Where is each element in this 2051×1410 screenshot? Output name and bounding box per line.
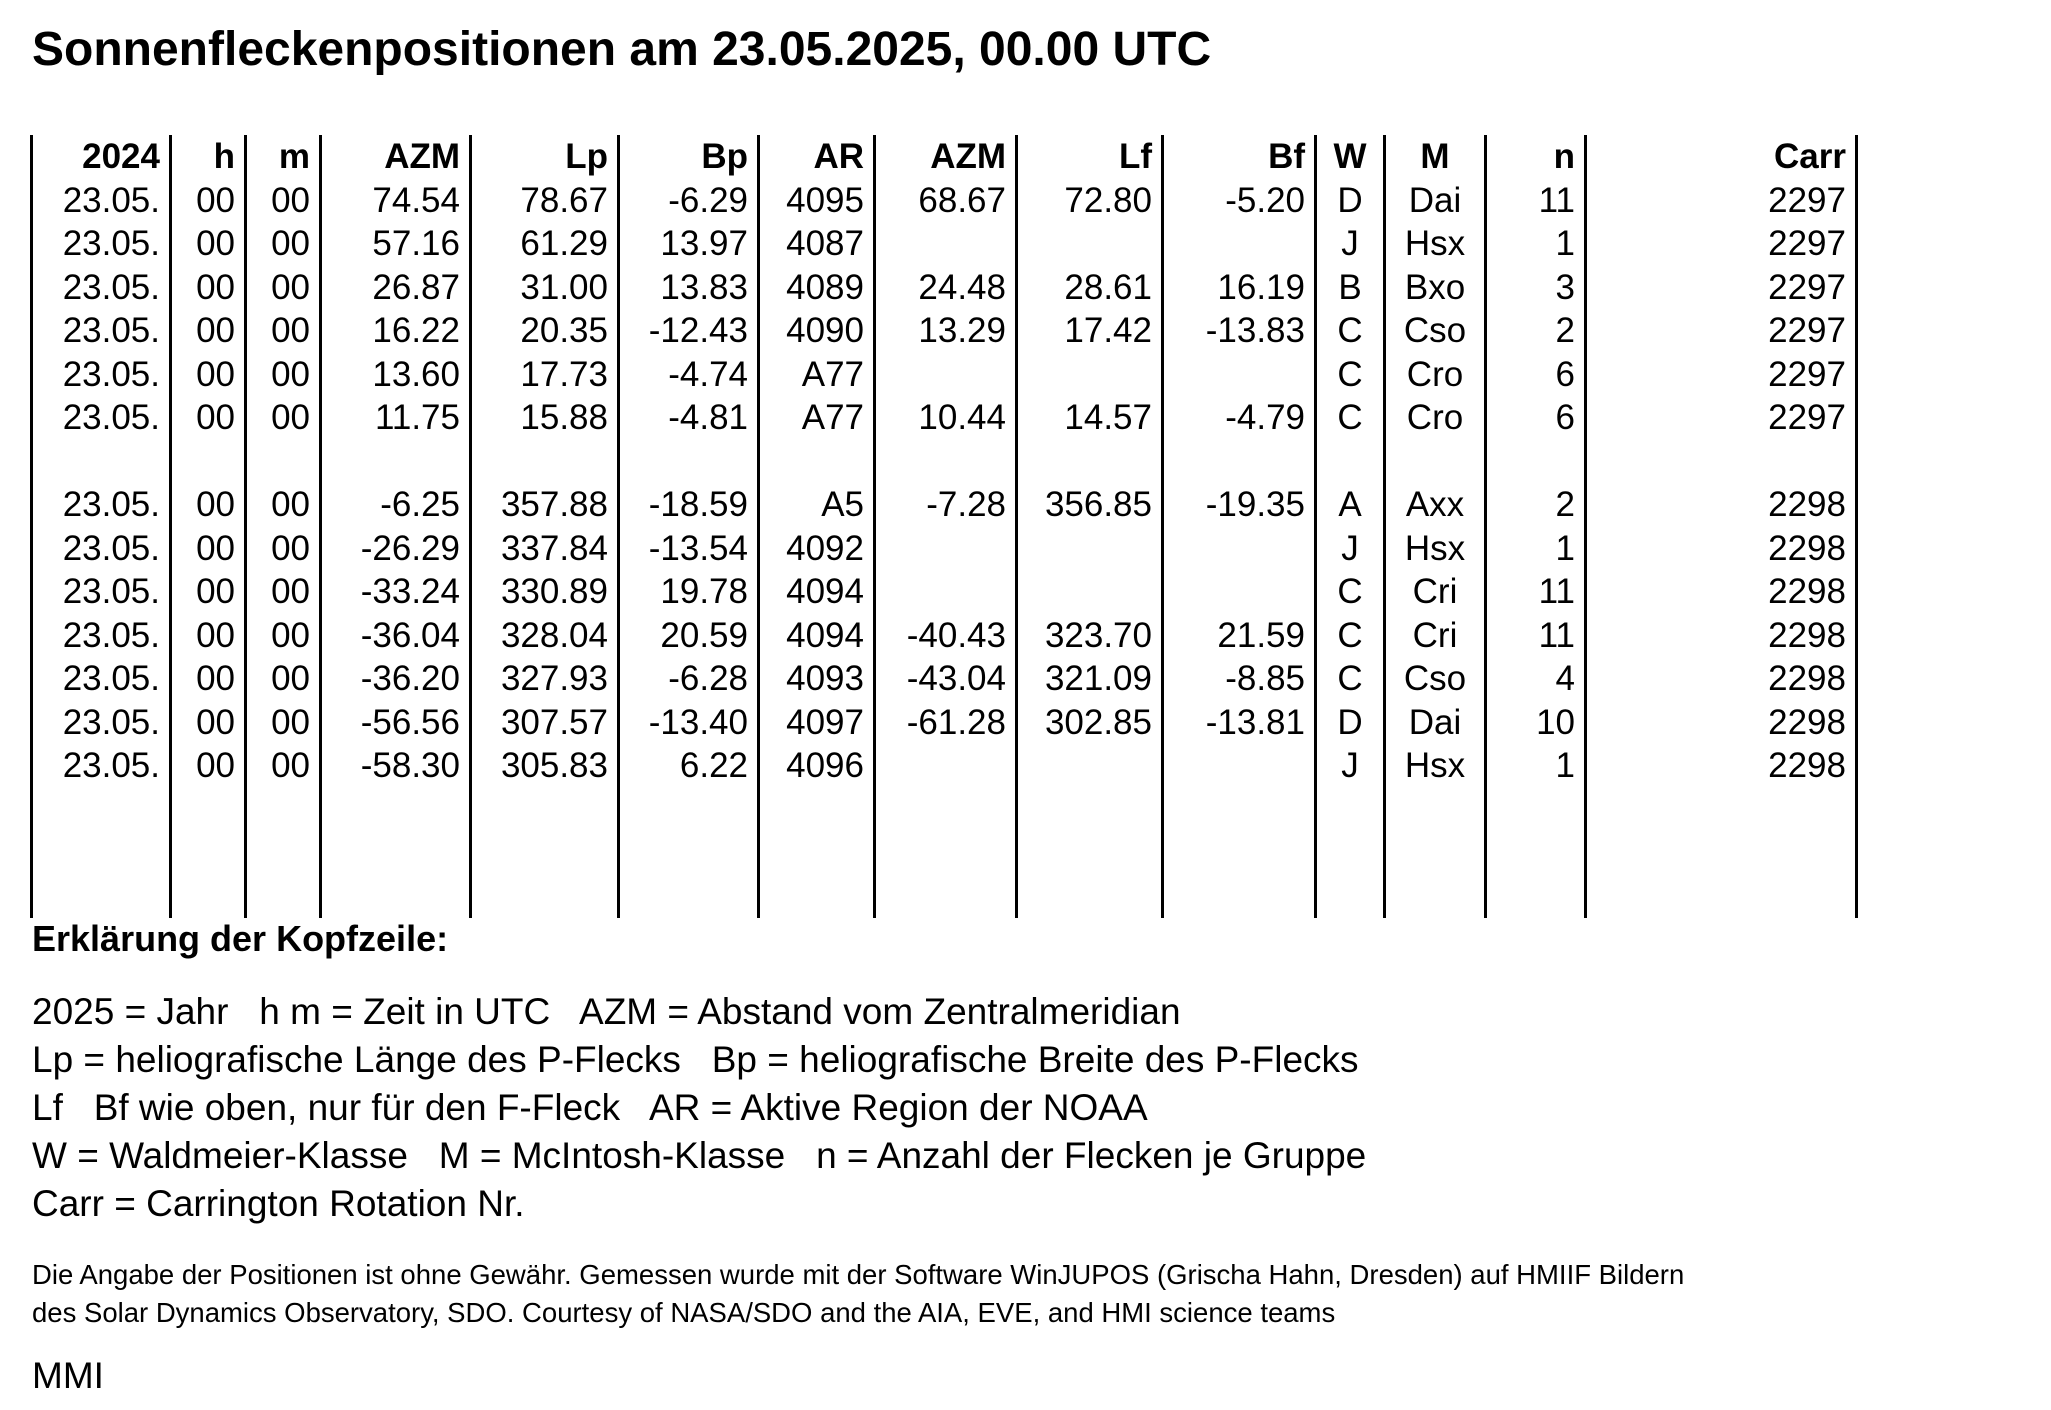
cell-date: 23.05. bbox=[32, 396, 171, 440]
table-row bbox=[32, 701, 1857, 745]
cell-w: B bbox=[1316, 266, 1385, 310]
col-header-azm-p: AZM bbox=[321, 135, 471, 179]
cell-date: 23.05. bbox=[32, 179, 171, 223]
cell-bf: -19.35 bbox=[1163, 483, 1316, 527]
cell-azm-p bbox=[321, 440, 471, 484]
cell-m: Axx bbox=[1385, 483, 1486, 527]
cell-bp: -13.40 bbox=[619, 701, 759, 745]
cell-bp: 13.97 bbox=[619, 222, 759, 266]
cell-m: Dai bbox=[1385, 179, 1486, 223]
cell-minute: 00 bbox=[246, 222, 321, 266]
cell-n: 10 bbox=[1486, 701, 1586, 745]
cell-date: 23.05. bbox=[32, 527, 171, 571]
cell-bp: -4.74 bbox=[619, 353, 759, 397]
col-header-year: 2024 bbox=[32, 135, 171, 179]
cell-hour: 00 bbox=[171, 614, 246, 658]
cell-lf bbox=[1017, 570, 1163, 614]
disclaimer-note bbox=[32, 1256, 1684, 1332]
cell-azm-p: -58.30 bbox=[321, 744, 471, 788]
table-filler-row bbox=[32, 788, 1857, 918]
cell-carr: 2298 bbox=[1586, 614, 1857, 658]
cell-azm-f bbox=[875, 440, 1017, 484]
cell-hour: 00 bbox=[171, 309, 246, 353]
cell-bp: -6.28 bbox=[619, 657, 759, 701]
cell-lp: 17.73 bbox=[471, 353, 619, 397]
cell-ar: 4097 bbox=[759, 701, 875, 745]
cell-date: 23.05. bbox=[32, 701, 171, 745]
cell-lf bbox=[1017, 353, 1163, 397]
cell-m: Cso bbox=[1385, 309, 1486, 353]
cell-m: Hsx bbox=[1385, 744, 1486, 788]
cell-minute: 00 bbox=[246, 527, 321, 571]
cell-bf bbox=[1163, 744, 1316, 788]
cell-n bbox=[1486, 788, 1586, 918]
cell-ar: 4094 bbox=[759, 570, 875, 614]
cell-azm-p: 74.54 bbox=[321, 179, 471, 223]
cell-w: J bbox=[1316, 744, 1385, 788]
cell-m: Cri bbox=[1385, 570, 1486, 614]
cell-n: 2 bbox=[1486, 309, 1586, 353]
cell-azm-f: 13.29 bbox=[875, 309, 1017, 353]
cell-ar: 4093 bbox=[759, 657, 875, 701]
table-body bbox=[32, 179, 1857, 918]
cell-carr: 2297 bbox=[1586, 309, 1857, 353]
cell-n: 6 bbox=[1486, 353, 1586, 397]
explanation-line: Carr = Carrington Rotation Nr. bbox=[32, 1183, 525, 1224]
cell-bf bbox=[1163, 527, 1316, 571]
cell-n: 11 bbox=[1486, 614, 1586, 658]
cell-azm-p bbox=[321, 788, 471, 918]
cell-lf bbox=[1017, 788, 1163, 918]
cell-w: D bbox=[1316, 701, 1385, 745]
col-header-m: M bbox=[1385, 135, 1486, 179]
cell-ar: A5 bbox=[759, 483, 875, 527]
table-row bbox=[32, 309, 1857, 353]
cell-azm-f: 24.48 bbox=[875, 266, 1017, 310]
cell-lp bbox=[471, 440, 619, 484]
cell-lp bbox=[471, 788, 619, 918]
explanation-line: 2025 = Jahr h m = Zeit in UTC AZM = Abstand vom Zentralmeridian bbox=[32, 991, 1181, 1032]
cell-carr: 2297 bbox=[1586, 179, 1857, 223]
table-row bbox=[32, 396, 1857, 440]
cell-azm-f: -61.28 bbox=[875, 701, 1017, 745]
cell-azm-f bbox=[875, 744, 1017, 788]
cell-carr: 2298 bbox=[1586, 657, 1857, 701]
cell-m bbox=[1385, 788, 1486, 918]
cell-lf: 323.70 bbox=[1017, 614, 1163, 658]
header-row bbox=[32, 135, 1857, 179]
cell-hour: 00 bbox=[171, 701, 246, 745]
cell-hour: 00 bbox=[171, 570, 246, 614]
cell-bp: 20.59 bbox=[619, 614, 759, 658]
explanation-block bbox=[32, 988, 1366, 1228]
cell-w: A bbox=[1316, 483, 1385, 527]
cell-lp: 307.57 bbox=[471, 701, 619, 745]
cell-n: 1 bbox=[1486, 222, 1586, 266]
cell-bf: -13.81 bbox=[1163, 701, 1316, 745]
cell-azm-f: 10.44 bbox=[875, 396, 1017, 440]
cell-bf bbox=[1163, 440, 1316, 484]
cell-bf: -4.79 bbox=[1163, 396, 1316, 440]
cell-lp: 20.35 bbox=[471, 309, 619, 353]
cell-bf: -8.85 bbox=[1163, 657, 1316, 701]
cell-lf: 321.09 bbox=[1017, 657, 1163, 701]
disclaimer-line: des Solar Dynamics Observatory, SDO. Courtesy of NASA/SDO and the AIA, EVE, and HMI science teams bbox=[32, 1297, 1336, 1328]
cell-carr: 2298 bbox=[1586, 570, 1857, 614]
cell-w: J bbox=[1316, 222, 1385, 266]
col-header-ar: AR bbox=[759, 135, 875, 179]
cell-azm-p: -36.04 bbox=[321, 614, 471, 658]
cell-bf bbox=[1163, 788, 1316, 918]
cell-minute: 00 bbox=[246, 657, 321, 701]
cell-n: 11 bbox=[1486, 179, 1586, 223]
cell-bp: -18.59 bbox=[619, 483, 759, 527]
cell-minute: 00 bbox=[246, 266, 321, 310]
cell-w: C bbox=[1316, 657, 1385, 701]
cell-bp: 13.83 bbox=[619, 266, 759, 310]
cell-bf: 21.59 bbox=[1163, 614, 1316, 658]
cell-azm-f bbox=[875, 527, 1017, 571]
table-row bbox=[32, 657, 1857, 701]
cell-n: 6 bbox=[1486, 396, 1586, 440]
cell-azm-f bbox=[875, 788, 1017, 918]
cell-lp: 328.04 bbox=[471, 614, 619, 658]
cell-ar bbox=[759, 440, 875, 484]
cell-azm-p: -36.20 bbox=[321, 657, 471, 701]
cell-azm-p: -6.25 bbox=[321, 483, 471, 527]
signature: MMI bbox=[32, 1355, 104, 1396]
cell-n: 1 bbox=[1486, 527, 1586, 571]
cell-minute: 00 bbox=[246, 396, 321, 440]
table-row bbox=[32, 353, 1857, 397]
cell-hour bbox=[171, 788, 246, 918]
col-header-minute: m bbox=[246, 135, 321, 179]
cell-w bbox=[1316, 440, 1385, 484]
cell-w: C bbox=[1316, 309, 1385, 353]
cell-ar: 4092 bbox=[759, 527, 875, 571]
cell-date: 23.05. bbox=[32, 353, 171, 397]
cell-date: 23.05. bbox=[32, 483, 171, 527]
cell-lf bbox=[1017, 744, 1163, 788]
cell-m: Bxo bbox=[1385, 266, 1486, 310]
cell-m: Dai bbox=[1385, 701, 1486, 745]
cell-minute: 00 bbox=[246, 179, 321, 223]
cell-bf: 16.19 bbox=[1163, 266, 1316, 310]
cell-ar: 4095 bbox=[759, 179, 875, 223]
cell-date: 23.05. bbox=[32, 222, 171, 266]
cell-hour: 00 bbox=[171, 353, 246, 397]
cell-minute: 00 bbox=[246, 570, 321, 614]
cell-azm-p: -33.24 bbox=[321, 570, 471, 614]
cell-azm-f: -40.43 bbox=[875, 614, 1017, 658]
cell-date: 23.05. bbox=[32, 266, 171, 310]
cell-hour: 00 bbox=[171, 744, 246, 788]
cell-minute: 00 bbox=[246, 701, 321, 745]
disclaimer-line: Die Angabe der Positionen ist ohne Gewähr. Gemessen wurde mit der Software WinJUPOS (Grischa Hahn, Dresden) auf HMIIF Bildern bbox=[32, 1259, 1685, 1290]
cell-hour bbox=[171, 440, 246, 484]
cell-date: 23.05. bbox=[32, 657, 171, 701]
cell-hour: 00 bbox=[171, 657, 246, 701]
sunspot-table bbox=[30, 135, 1858, 918]
cell-bp bbox=[619, 788, 759, 918]
cell-bp: -13.54 bbox=[619, 527, 759, 571]
cell-carr bbox=[1586, 788, 1857, 918]
col-header-lf: Lf bbox=[1017, 135, 1163, 179]
cell-date: 23.05. bbox=[32, 570, 171, 614]
cell-m bbox=[1385, 440, 1486, 484]
cell-azm-p: -56.56 bbox=[321, 701, 471, 745]
cell-carr: 2298 bbox=[1586, 701, 1857, 745]
cell-w: C bbox=[1316, 353, 1385, 397]
cell-m: Hsx bbox=[1385, 222, 1486, 266]
col-header-bf: Bf bbox=[1163, 135, 1316, 179]
cell-date bbox=[32, 788, 171, 918]
cell-minute: 00 bbox=[246, 744, 321, 788]
cell-lp: 15.88 bbox=[471, 396, 619, 440]
cell-hour: 00 bbox=[171, 222, 246, 266]
cell-m: Cso bbox=[1385, 657, 1486, 701]
table-row bbox=[32, 744, 1857, 788]
cell-carr: 2297 bbox=[1586, 266, 1857, 310]
cell-lp: 337.84 bbox=[471, 527, 619, 571]
cell-azm-p: 11.75 bbox=[321, 396, 471, 440]
cell-lf: 72.80 bbox=[1017, 179, 1163, 223]
cell-carr: 2298 bbox=[1586, 744, 1857, 788]
cell-n: 4 bbox=[1486, 657, 1586, 701]
col-header-carr: Carr bbox=[1586, 135, 1857, 179]
cell-lp: 327.93 bbox=[471, 657, 619, 701]
cell-bf bbox=[1163, 222, 1316, 266]
cell-hour: 00 bbox=[171, 266, 246, 310]
explanation-line: Lf Bf wie oben, nur für den F-Fleck AR = Aktive Region der NOAA bbox=[32, 1087, 1148, 1128]
cell-bp: -12.43 bbox=[619, 309, 759, 353]
cell-azm-p: -26.29 bbox=[321, 527, 471, 571]
cell-n: 1 bbox=[1486, 744, 1586, 788]
cell-ar: 4096 bbox=[759, 744, 875, 788]
cell-ar: 4087 bbox=[759, 222, 875, 266]
cell-m: Hsx bbox=[1385, 527, 1486, 571]
cell-azm-f bbox=[875, 570, 1017, 614]
cell-minute: 00 bbox=[246, 353, 321, 397]
col-header-hour: h bbox=[171, 135, 246, 179]
cell-n: 3 bbox=[1486, 266, 1586, 310]
cell-date: 23.05. bbox=[32, 614, 171, 658]
cell-ar: A77 bbox=[759, 353, 875, 397]
cell-w: C bbox=[1316, 570, 1385, 614]
cell-lp: 78.67 bbox=[471, 179, 619, 223]
cell-ar bbox=[759, 788, 875, 918]
cell-bp: 19.78 bbox=[619, 570, 759, 614]
cell-azm-f bbox=[875, 353, 1017, 397]
cell-lp: 305.83 bbox=[471, 744, 619, 788]
cell-carr: 2297 bbox=[1586, 353, 1857, 397]
cell-lf: 17.42 bbox=[1017, 309, 1163, 353]
cell-lp: 31.00 bbox=[471, 266, 619, 310]
cell-bf bbox=[1163, 353, 1316, 397]
cell-azm-p: 57.16 bbox=[321, 222, 471, 266]
cell-minute bbox=[246, 788, 321, 918]
cell-w: C bbox=[1316, 614, 1385, 658]
cell-n: 11 bbox=[1486, 570, 1586, 614]
cell-m: Cri bbox=[1385, 614, 1486, 658]
explanation-heading: Erklärung der Kopfzeile: bbox=[32, 918, 449, 959]
col-header-azm-f: AZM bbox=[875, 135, 1017, 179]
cell-azm-f: -7.28 bbox=[875, 483, 1017, 527]
cell-bp: 6.22 bbox=[619, 744, 759, 788]
cell-carr: 2298 bbox=[1586, 483, 1857, 527]
cell-lp: 330.89 bbox=[471, 570, 619, 614]
cell-ar: 4094 bbox=[759, 614, 875, 658]
cell-m: Cro bbox=[1385, 396, 1486, 440]
cell-ar: A77 bbox=[759, 396, 875, 440]
table-row bbox=[32, 483, 1857, 527]
cell-lf: 14.57 bbox=[1017, 396, 1163, 440]
cell-bp: -6.29 bbox=[619, 179, 759, 223]
cell-lf: 28.61 bbox=[1017, 266, 1163, 310]
cell-minute: 00 bbox=[246, 614, 321, 658]
col-header-w: W bbox=[1316, 135, 1385, 179]
cell-n: 2 bbox=[1486, 483, 1586, 527]
table-row bbox=[32, 222, 1857, 266]
cell-bf bbox=[1163, 570, 1316, 614]
cell-date: 23.05. bbox=[32, 309, 171, 353]
cell-w: J bbox=[1316, 527, 1385, 571]
cell-minute bbox=[246, 440, 321, 484]
cell-hour: 00 bbox=[171, 396, 246, 440]
cell-m: Cro bbox=[1385, 353, 1486, 397]
cell-azm-f bbox=[875, 222, 1017, 266]
cell-w: C bbox=[1316, 396, 1385, 440]
cell-date: 23.05. bbox=[32, 744, 171, 788]
cell-lf: 356.85 bbox=[1017, 483, 1163, 527]
cell-carr: 2297 bbox=[1586, 222, 1857, 266]
cell-bf: -13.83 bbox=[1163, 309, 1316, 353]
cell-lp: 357.88 bbox=[471, 483, 619, 527]
cell-azm-p: 16.22 bbox=[321, 309, 471, 353]
cell-ar: 4089 bbox=[759, 266, 875, 310]
cell-lf bbox=[1017, 222, 1163, 266]
page-title: Sonnenfleckenpositionen am 23.05.2025, 00.00 UTC bbox=[32, 23, 1212, 76]
cell-ar: 4090 bbox=[759, 309, 875, 353]
cell-lf bbox=[1017, 527, 1163, 571]
table-gap-row bbox=[32, 440, 1857, 484]
table-row bbox=[32, 570, 1857, 614]
cell-hour: 00 bbox=[171, 527, 246, 571]
col-header-lp: Lp bbox=[471, 135, 619, 179]
cell-lf bbox=[1017, 440, 1163, 484]
cell-n bbox=[1486, 440, 1586, 484]
cell-azm-p: 26.87 bbox=[321, 266, 471, 310]
cell-carr: 2297 bbox=[1586, 396, 1857, 440]
cell-lp: 61.29 bbox=[471, 222, 619, 266]
cell-hour: 00 bbox=[171, 179, 246, 223]
cell-bf: -5.20 bbox=[1163, 179, 1316, 223]
table-row bbox=[32, 614, 1857, 658]
cell-lf: 302.85 bbox=[1017, 701, 1163, 745]
table-row bbox=[32, 527, 1857, 571]
cell-hour: 00 bbox=[171, 483, 246, 527]
cell-date bbox=[32, 440, 171, 484]
cell-azm-f: 68.67 bbox=[875, 179, 1017, 223]
cell-azm-f: -43.04 bbox=[875, 657, 1017, 701]
cell-azm-p: 13.60 bbox=[321, 353, 471, 397]
table-row bbox=[32, 266, 1857, 310]
col-header-n: n bbox=[1486, 135, 1586, 179]
table-row bbox=[32, 179, 1857, 223]
col-header-bp: Bp bbox=[619, 135, 759, 179]
cell-carr bbox=[1586, 440, 1857, 484]
cell-bp bbox=[619, 440, 759, 484]
cell-w bbox=[1316, 788, 1385, 918]
cell-w: D bbox=[1316, 179, 1385, 223]
cell-carr: 2298 bbox=[1586, 527, 1857, 571]
cell-minute: 00 bbox=[246, 309, 321, 353]
explanation-line: W = Waldmeier-Klasse M = McIntosh-Klasse n = Anzahl der Flecken je Gruppe bbox=[32, 1135, 1367, 1176]
cell-bp: -4.81 bbox=[619, 396, 759, 440]
explanation-line: Lp = heliografische Länge des P-Flecks Bp = heliografische Breite des P-Flecks bbox=[32, 1039, 1359, 1080]
cell-minute: 00 bbox=[246, 483, 321, 527]
